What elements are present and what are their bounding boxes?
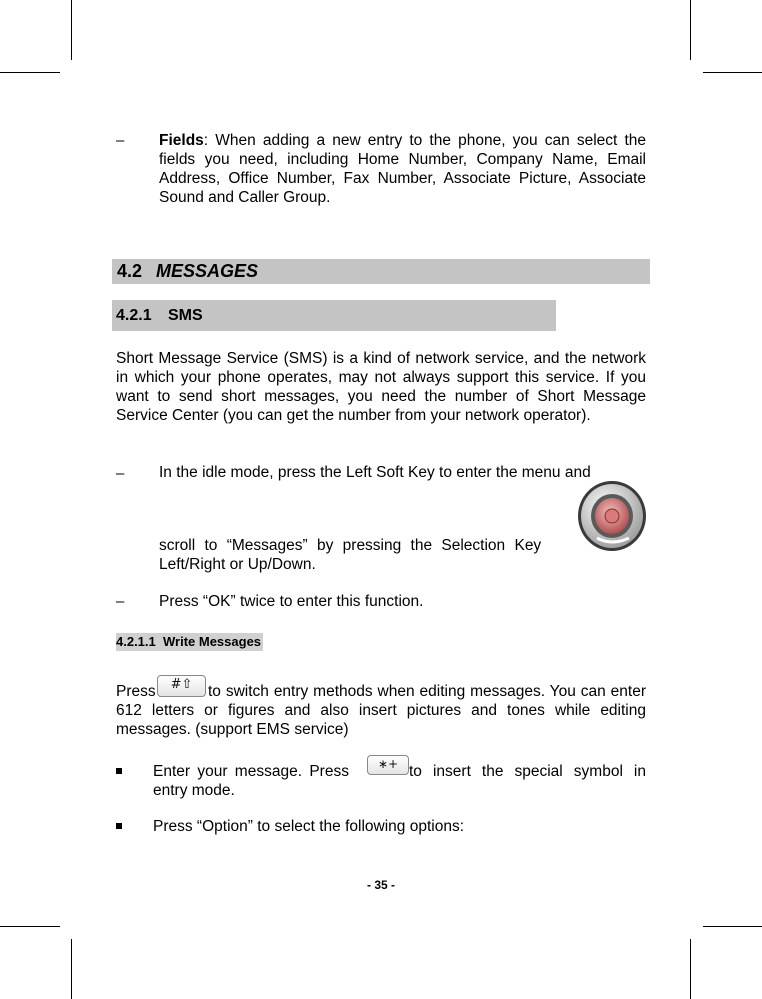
section-heading-bar: [112, 259, 650, 284]
crop-mark-bottom-right-v: [690, 939, 691, 999]
sms-intro-paragraph: Short Message Service (SMS) is a kind of network service, and the network in which your phone operates, may not always support this service. If you want to send short messages, you need the number of Short Message Service Center (you can get the number from your network operator).: [116, 350, 646, 424]
write-press-label: Press: [116, 683, 156, 700]
section-number: 4.2: [117, 261, 143, 281]
bullet-1-prefix: Enter your message. Press: [153, 763, 349, 780]
selection-key-icon: [577, 480, 648, 552]
bullet-square-2: [116, 823, 122, 829]
crop-mark-bottom-left-v: [71, 939, 72, 999]
star-key-icon: ∗+: [367, 755, 409, 775]
fields-paragraph: [159, 131, 646, 207]
crop-mark-bottom-left-h: [0, 926, 60, 927]
step-1-text-cont: scroll to “Messages” by pressing the Selection Key: [159, 537, 542, 554]
hash-key-icon: #⇧: [157, 675, 206, 697]
step-1-bullet: –: [116, 465, 125, 482]
fields-bullet: –: [116, 132, 125, 149]
crop-mark-bottom-right-h: [703, 926, 762, 927]
subsection-title: SMS: [168, 307, 203, 324]
bullet-square-1: [116, 768, 122, 774]
step-1-text-end: Left/Right or Up/Down.: [159, 556, 316, 573]
crop-mark-top-right-v: [690, 0, 691, 60]
step-1-text: In the idle mode, press the Left Soft Key to enter the menu and: [159, 464, 591, 481]
step-2-bullet: –: [116, 593, 125, 610]
write-intro-paragraph: to switch entry methods when editing messages. You can enter 612 letters or figures and also insert pictures and tones while editing messages. (support EMS service): [116, 683, 646, 738]
step-2-text: Press “OK” twice to enter this function.: [159, 593, 424, 610]
fields-text: : When adding a new entry to the phone, you can select the fields you need, including Home Number, Company Name, Email Address, Office Number, Fax Number, Associate Picture, Associate Sound and Caller Group.: [159, 132, 646, 206]
crop-mark-top-right-h: [703, 72, 762, 73]
bullet-2-text: Press “Option” to select the following options:: [153, 818, 465, 835]
subsubsection-title: Write Messages: [163, 634, 262, 649]
bullet-1-text: to insert the special symbol in entry mode.: [153, 763, 646, 799]
subsection-heading-bar: [112, 300, 556, 331]
subsubsection-heading: [116, 633, 263, 651]
page-number: - 35 -: [366, 878, 395, 892]
section-title: MESSAGES: [156, 261, 259, 281]
crop-mark-top-left-v: [71, 0, 72, 60]
fields-term: Fields: [159, 132, 204, 149]
subsection-number: 4.2.1: [116, 307, 152, 324]
crop-mark-top-left-h: [0, 72, 60, 73]
subsubsection-number: 4.2.1.1: [116, 634, 156, 649]
